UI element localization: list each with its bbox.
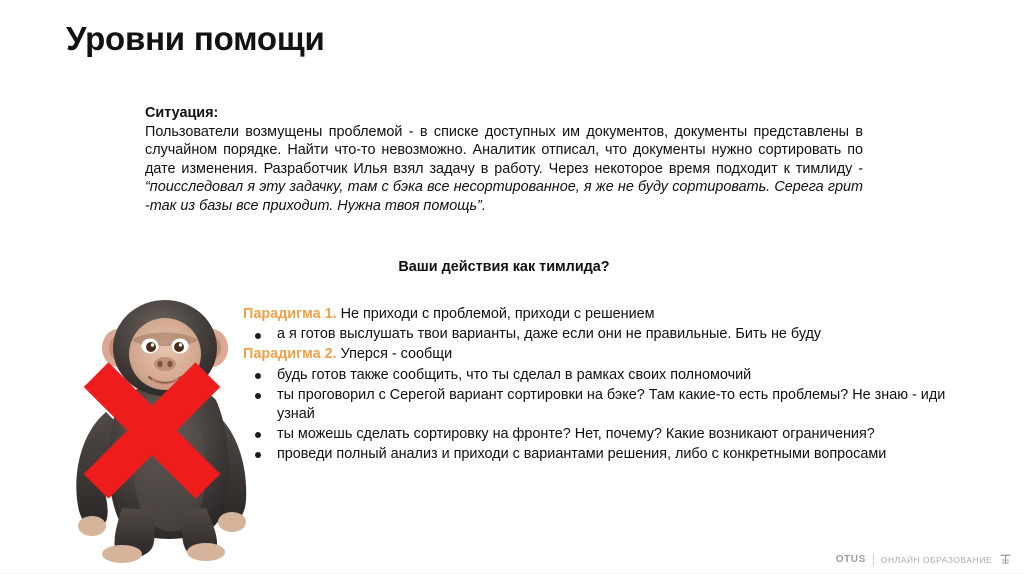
brand-divider (873, 553, 874, 566)
paradigm-1-bullets (243, 325, 948, 344)
brand-tagline: ОНЛАЙН ОБРАЗОВАНИЕ (880, 554, 992, 565)
list-item-text: ты проговорил с Серегой вариант сортировки на бэке? Там какие-то есть проблемы? Не знаю - иди узнай (277, 386, 946, 423)
list-item-text: ты можешь сделать сортировку на фронте? Нет, почему? Какие возникают ограничения? (277, 425, 875, 442)
paradigm-list (243, 305, 948, 465)
situation-body-text: Пользователи возмущены проблемой - в списке доступных им документов, документы представлены в случайном порядке. Найти что-то невозможно. Аналитик отписал, что документы нужно сортировать по дате изменения. Разработчик Илья взял задачу в работу. Через некоторое время подходит к тимлиду - (145, 123, 863, 177)
paradigm-group-1 (243, 305, 948, 345)
situation-block (145, 104, 863, 216)
situation-label: Ситуация: (145, 105, 219, 121)
list-item (243, 445, 948, 464)
list-item-text: будь готов также сообщить, что ты сделал в рамках своих полномочий (277, 366, 752, 383)
situation-paragraph (145, 123, 863, 216)
list-item (243, 425, 948, 444)
page-title: Уровни помощи (66, 20, 325, 57)
bullet-dot-icon (255, 452, 261, 458)
list-item (243, 366, 948, 385)
bullet-dot-icon (255, 373, 261, 379)
bullet-dot-icon (255, 432, 261, 438)
paradigm-group-2 (243, 345, 948, 464)
footer-branding (836, 553, 1012, 566)
situation-quote: “поисследовал я эту задачку, там с бэка все несортированное, я же не буду сортировать. Серега грит -так из базы все приходит. Нужна твоя помощь”. (145, 179, 863, 214)
brand-name: OTUS (835, 554, 866, 565)
bullet-dot-icon (255, 333, 261, 339)
otus-logo-mark-icon (999, 553, 1012, 566)
list-item-text: а я готов выслушать твои варианты, даже если они не правильные. Бить не буду (277, 326, 822, 343)
paradigm-2-title: Уперся - сообщи (336, 346, 453, 363)
list-item-text: проведи полный анализ и приходи с вариантами решения, либо с конкретными вопросами (277, 445, 887, 462)
paradigm-2-tag: Парадигма 2. (243, 346, 337, 363)
paradigm-1-title: Не приходи с проблемой, приходи с решением (336, 306, 655, 322)
paradigm-1-tag: Парадигма 1. (243, 306, 337, 322)
paradigm-1-heading (243, 305, 948, 324)
list-item (243, 325, 948, 344)
list-item (243, 386, 948, 425)
paradigm-2-heading (243, 345, 948, 364)
question-prompt: Ваши действия как тимлида? (398, 259, 610, 275)
bullet-dot-icon (255, 393, 261, 399)
paradigm-2-bullets (243, 366, 948, 465)
